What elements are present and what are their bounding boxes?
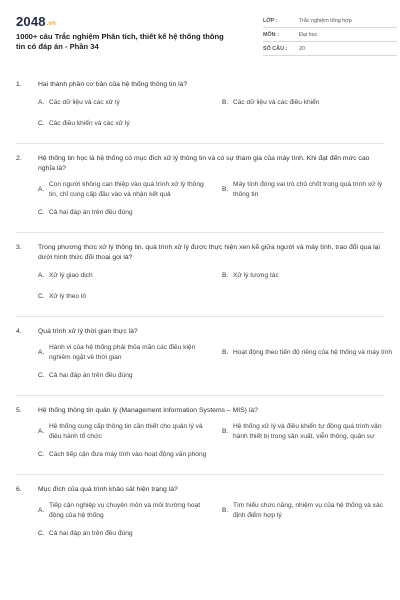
- question: [16, 243, 384, 317]
- question: [16, 154, 384, 233]
- answer-option-b[interactable]: [222, 501, 394, 520]
- question: [16, 406, 384, 475]
- meta-row-class: [263, 14, 397, 28]
- answer-text: Máy tính đóng vai trò chủ chốt trong quá trình xử lý thông tin: [233, 181, 383, 198]
- answer-letter: A.: [38, 506, 45, 514]
- answer-option-a[interactable]: [38, 269, 210, 283]
- meta-row-count: [263, 42, 397, 56]
- answer-letter: A.: [38, 348, 45, 356]
- answer-letter: A.: [38, 272, 45, 280]
- answer-letter: B.: [222, 348, 229, 356]
- answer-option-a[interactable]: [38, 343, 210, 362]
- answer-option-a[interactable]: [38, 422, 210, 441]
- answer-text: Cả hai đáp án trên đều đúng: [49, 372, 133, 380]
- question-number: 3.: [16, 244, 22, 251]
- answer-letter: C.: [38, 451, 45, 459]
- answer-text: Xử lý tương tác: [233, 272, 279, 280]
- meta-value: Đại học: [299, 31, 318, 38]
- answer-text: Hệ thống xử lý và điều khiển tự động quá trình vận hành thiết bị trong sản xuất, viễn thông, quân sự: [233, 423, 382, 440]
- answer-letter: B.: [222, 506, 229, 514]
- divider: [16, 316, 384, 317]
- answer-letter: C.: [38, 372, 45, 380]
- logo-tld: .vn: [46, 21, 57, 27]
- answer-letter: B.: [222, 272, 229, 280]
- question-number: 5.: [16, 407, 22, 414]
- question-text: Quá trình xử lý thời gian thực là?: [38, 328, 138, 335]
- answer-letter: B.: [222, 185, 229, 193]
- answer-text: Xử lý giao dịch: [49, 272, 93, 280]
- answer-option-a[interactable]: [38, 96, 210, 110]
- meta-key: LỚP :: [263, 17, 278, 24]
- meta-row-subject: [263, 28, 397, 42]
- answer-option-b[interactable]: [222, 422, 394, 441]
- answer-options: [38, 343, 393, 390]
- answer-text: Tìm hiểu chức năng, nhiệm vụ của hệ thống và xác định điểm hợp lý: [233, 502, 383, 519]
- meta-key: MÔN :: [263, 31, 279, 38]
- question: [16, 485, 384, 548]
- question-text: Hệ thống thông tin quản lý (Management Information Systems – MIS) là?: [38, 407, 258, 414]
- meta-value: Trắc nghiệm tổng hợp: [299, 17, 352, 24]
- answer-letter: C.: [38, 120, 45, 128]
- answer-options: [38, 269, 384, 311]
- answer-text: Cả hai đáp án trên đều đúng: [49, 530, 133, 538]
- question-text: Hai thành phần cơ bản của hệ thống thông tin là?: [38, 81, 188, 88]
- question-number: 4.: [16, 328, 22, 335]
- question: [16, 327, 393, 396]
- answer-text: Các dữ liệu và các điều khiển: [233, 99, 320, 107]
- document-header: [16, 10, 384, 68]
- answer-text: Cách tiếp cận đưa máy tính vào hoạt động văn phòng: [49, 451, 207, 459]
- answer-option-c[interactable]: [38, 448, 210, 462]
- document-meta: [263, 14, 397, 56]
- question-text: Trong phương thức xử lý thông tin, quá trình xử lý được thực hiện xen kẽ giữa người và máy tính, trao đổi qua lại dưới hình thức đối thoại gọi là?: [38, 244, 380, 261]
- answer-text: Hệ thống cung cấp thông tin cần thiết cho quản lý và điều hành tổ chức: [49, 423, 203, 440]
- answer-options: [38, 422, 384, 469]
- answer-option-c[interactable]: [38, 117, 394, 131]
- site-logo[interactable]: [16, 14, 56, 29]
- answer-options: [38, 96, 384, 138]
- divider: [16, 232, 384, 233]
- answer-text: Cả hai đáp án trên đều đúng: [49, 209, 133, 217]
- question-list: [16, 80, 393, 548]
- answer-letter: B.: [222, 99, 229, 107]
- answer-options: [38, 180, 384, 227]
- answer-option-a[interactable]: [38, 180, 210, 199]
- answer-option-b[interactable]: [222, 96, 394, 110]
- question-number: 1.: [16, 81, 22, 88]
- question: [16, 80, 384, 144]
- answer-option-b[interactable]: [222, 180, 394, 199]
- answer-letter: C.: [38, 530, 45, 538]
- answer-text: Các điều khiển và các xử lý: [49, 120, 130, 128]
- answer-text: Con người không can thiệp vào quá trình xử lý thông tin, chỉ cung cấp đầu vào và nhận kết quả: [49, 181, 204, 198]
- answer-letter: A.: [38, 99, 45, 107]
- divider: [16, 474, 384, 475]
- question-text: Mục đích của quá trình khảo sát hiện trạng là?: [38, 486, 178, 493]
- answer-letter: C.: [38, 293, 45, 301]
- answer-text: Tiếp cận nghiệp vụ chuyên môn và môi trường hoạt động của hệ thống: [49, 502, 201, 519]
- answer-text: Xử lý theo lô: [49, 293, 87, 301]
- question-number: 6.: [16, 486, 22, 493]
- meta-key: SỐ CÂU :: [263, 45, 288, 52]
- answer-options: [38, 501, 384, 548]
- answer-text: Hoạt động theo tiến độ riêng của hệ thống và máy tính: [233, 348, 393, 356]
- document-title: 1000+ câu Trắc nghiệm Phân tích, thiết kế hệ thống thông tin có đáp án - Phần 34: [16, 32, 224, 51]
- answer-letter: B.: [222, 427, 229, 435]
- answer-option-c[interactable]: [38, 290, 394, 304]
- answer-option-c[interactable]: [38, 206, 394, 220]
- answer-option-b[interactable]: [222, 343, 394, 362]
- question-number: 2.: [16, 155, 22, 162]
- answer-text: Các dữ liệu và các xử lý: [49, 99, 120, 107]
- answer-text: Hành vi của hệ thống phải thỏa mãn các điều kiện nghiêm ngặt về thời gian: [49, 344, 196, 361]
- answer-letter: C.: [38, 209, 45, 217]
- divider: [16, 395, 384, 396]
- answer-letter: A.: [38, 427, 45, 435]
- answer-option-b[interactable]: [222, 269, 394, 283]
- logo-brand: 2048: [16, 14, 46, 29]
- question-text: Hệ thống tin học là hệ thống có mục đích xử lý thông tin và có sự tham gia của máy tính. Khi đạt đến mức cao nghĩa là?: [38, 155, 370, 172]
- answer-option-a[interactable]: [38, 501, 210, 520]
- meta-value: 20: [299, 45, 305, 52]
- answer-letter: A.: [38, 185, 45, 193]
- answer-option-c[interactable]: [38, 369, 394, 383]
- divider: [16, 143, 384, 144]
- document-page: [16, 10, 393, 538]
- answer-option-c[interactable]: [38, 527, 394, 541]
